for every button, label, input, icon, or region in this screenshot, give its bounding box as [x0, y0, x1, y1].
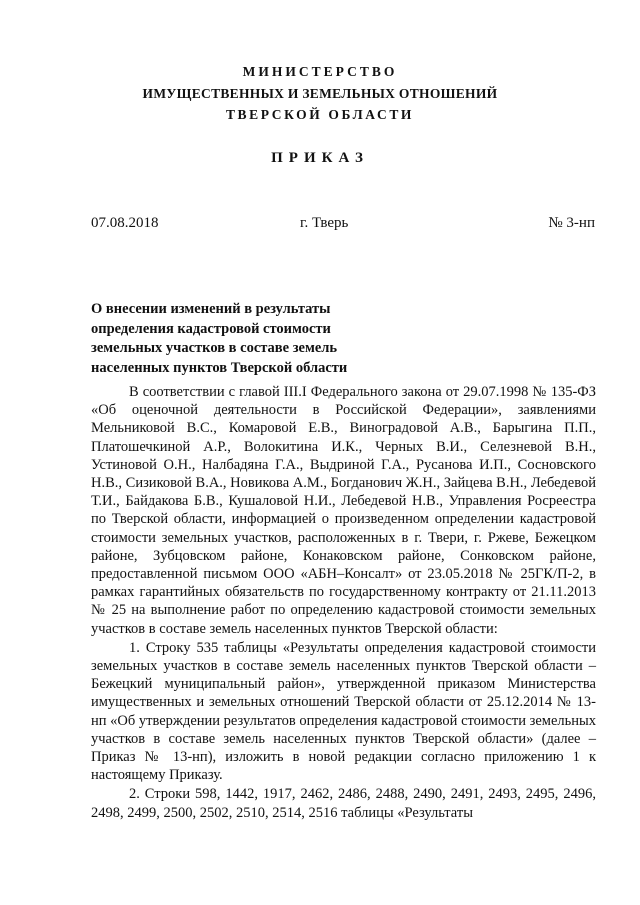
ministry-name-line3: ТВЕРСКОЙ ОБЛАСТИ	[225, 107, 415, 122]
ministry-name-line1: МИНИСТЕРСТВО	[242, 64, 398, 79]
document-city: г. Тверь	[300, 215, 349, 231]
subject-line: определения кадастровой стоимости	[91, 320, 331, 337]
document-subject	[91, 300, 391, 378]
intro-paragraph: В соответствии с главой III.I Федерального закона от 29.07.1998 № 135-ФЗ «Об оценочной деятельности в Российской Федерации», заявлениями Мельниковой В.С., Комаровой Е.В., Виноградовой А.В., Барыгина П.П., Платошечкиной А.Р., Волокитина И.К., Черных В.И., Селезневой В.Н., Устиновой О.Н., Налбадяна Г.А., Выдриной Г.А., Русанова И.П., Сосновского Н.В., Сизиковой В.А., Новикова А.М., Богданович Ж.Н., Зайцева В.Н., Лебедевой Т.И., Байдакова Б.В., Кушаловой Н.И., Лебедевой Н.В., Управления Росреестра по Тверской области, информацией о произведенном определении кадастровой стоимости земельных участков, расположенных в г. Твери, г. Ржеве, Бежецком районе, Зубцовском районе, Конаковском районе, Сонковском районе, предоставленной письмом ООО «АБН–Консалт» от 23.05.2018 № 25ГК/П-2, в рамках гарантийных обязательств по государственному контракту от 21.11.2013 № 25 на выполнение работ по определению кадастровой стоимости земельных участков в составе земель населенных пунктов Тверской области:	[91, 384, 596, 637]
document-body	[91, 383, 596, 822]
document-type: ПРИКАЗ	[271, 150, 369, 166]
item-2-paragraph: 2. Строки 598, 1442, 1917, 2462, 2486, 2488, 2490, 2491, 2493, 2495, 2496, 2498, 2499, 2500, 2502, 2510, 2514, 2516 таблицы «Результаты	[91, 786, 596, 821]
document-date: 07.08.2018	[91, 215, 159, 231]
document-number: № 3-нп	[548, 215, 595, 231]
subject-line: населенных пунктов Тверской области	[91, 359, 348, 376]
subject-line: земельных участков в составе земель	[91, 340, 338, 356]
ministry-name-line2: ИМУЩЕСТВЕННЫХ И ЗЕМЕЛЬНЫХ ОТНОШЕНИЙ	[142, 86, 498, 101]
subject-line: О внесении изменений в результаты	[91, 301, 331, 317]
item-1-paragraph: 1. Строку 535 таблицы «Результаты определения кадастровой стоимости земельных участков в составе земель населенных пунктов Тверской области – Бежецкий муниципальный район», утвержденной приказом Министерства имущественных и земельных отношений Тверской области от 25.12.2014 № 13-нп «Об утверждении результатов определения кадастровой стоимости земельных участков в составе земель населенных пунктов Тверской области» (далее – Приказ № 13-нп), изложить в новой редакции согласно приложению 1 к настоящему Приказу.	[91, 639, 596, 784]
